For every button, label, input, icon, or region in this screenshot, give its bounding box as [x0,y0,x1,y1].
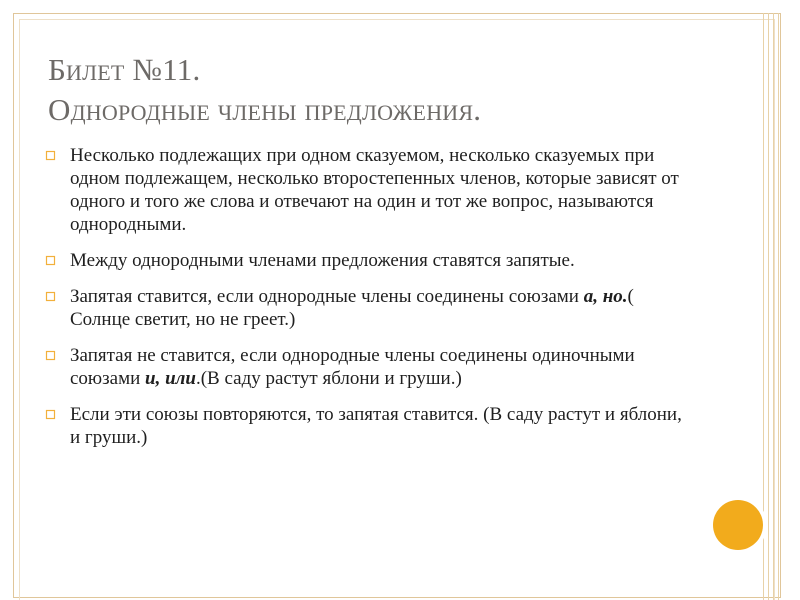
paragraph-comma-conjunctions-end: ( Солнце светит, но не греет.) [70,286,634,330]
decorative-side-rail [763,13,781,600]
list-item [44,344,694,390]
paragraph-commas-rule: Между однородными членами предложения ставятся запятые. [70,250,575,271]
paragraph-comma-conjunctions-start: Запятая ставится, если однородные члены соединены союзами [70,286,584,307]
paragraph-no-comma-start: Запятая не ставится, если однородные члены соединены одиночными союзами [70,345,635,389]
orange-circle-icon [713,500,763,550]
paragraph-no-comma-emphasis: и, или [145,368,196,389]
list-item [44,249,694,272]
paragraph-definition: Несколько подлежащих при одном сказуемом, несколько сказуемых при одном подлежащем, несколько второстепенных членов, которые зависят от одного и того же слова и отвечают на один и тот же вопрос, называются однородными. [70,145,679,235]
content-list [44,144,694,462]
hollow-square-bullet-icon [45,286,56,306]
list-item [44,144,694,236]
title-line-1: Билет №11. [48,52,201,87]
paragraph-no-comma-end: .(В саду растут яблони и груши.) [195,368,462,389]
title-line-2: Однородные члены предложения. [48,92,482,127]
page-title [48,50,481,130]
hollow-square-bullet-icon [45,345,56,365]
hollow-square-bullet-icon [45,145,56,165]
list-item [44,403,694,449]
paragraph-repeated-conjunctions: Если эти союзы повторяются, то запятая ставится. (В саду растут и яблони, и груши.) [70,404,682,448]
paragraph-comma-conjunctions-emphasis: а, но. [583,286,628,307]
hollow-square-bullet-icon [45,250,56,270]
hollow-square-bullet-icon [45,404,56,424]
list-item [44,285,694,331]
